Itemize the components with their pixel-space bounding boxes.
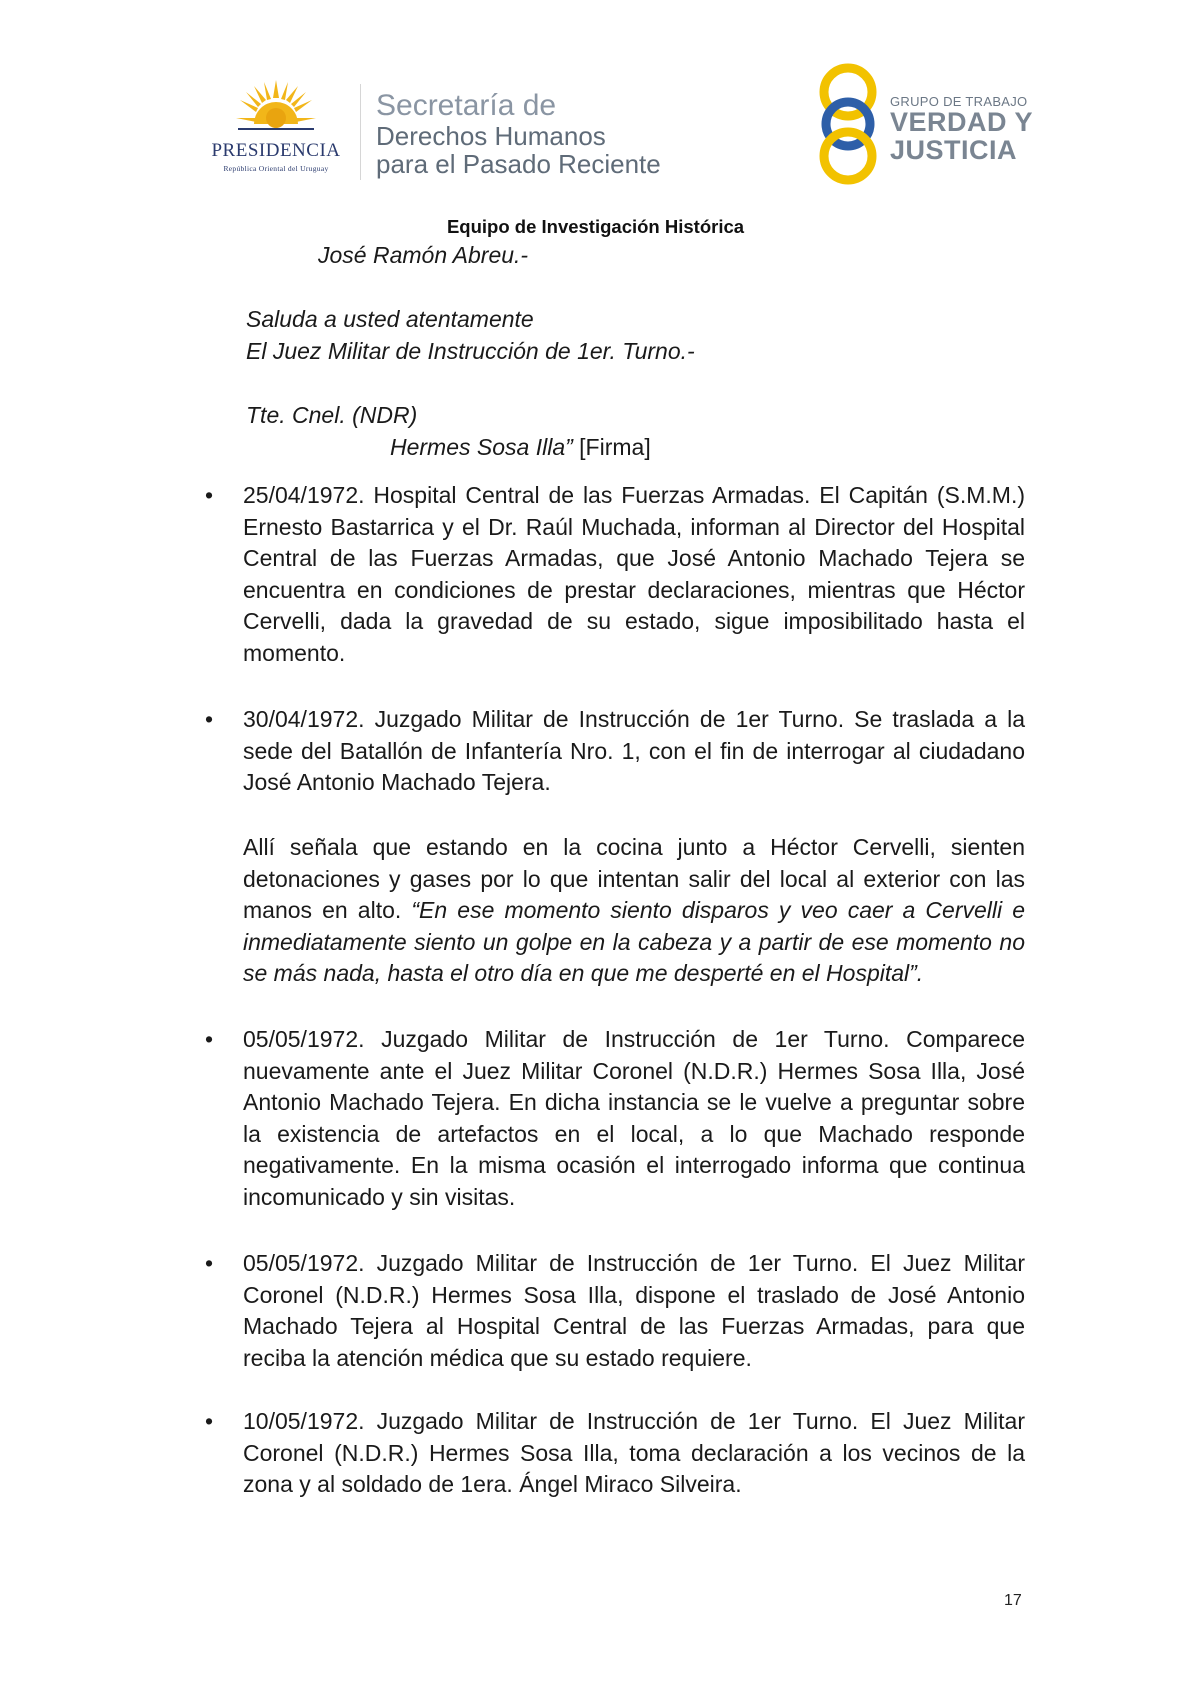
- secretaria-line-2: Derechos Humanos: [376, 121, 606, 151]
- signature-note: [Firma]: [572, 434, 651, 460]
- secretaria-line-3: para el Pasado Reciente: [376, 149, 661, 179]
- letter-rank: Tte. Cnel. (NDR): [246, 402, 418, 428]
- gtvj-line-1: GRUPO DE TRABAJO: [890, 94, 1028, 109]
- bullet-icon: •: [205, 1026, 214, 1052]
- team-heading: Equipo de Investigación Histórica: [446, 216, 745, 237]
- gtvj-line-3: JUSTICIA: [890, 135, 1018, 165]
- bullet-icon: •: [205, 1250, 214, 1276]
- letter-signer: Hermes Sosa Illa”: [390, 434, 573, 460]
- letter-closing-1: Saluda a usted atentamente: [246, 306, 534, 332]
- bullet-icon: •: [205, 482, 214, 508]
- followup-quote: “En ese momento siento disparos y veo caer a Cervelli e inmediatamente siento un golpe en la cabeza y a partir de ese momento no se más nada, hasta el otro día en que me desperté en el Hospital”.: [243, 897, 1025, 986]
- presidencia-wordmark: PRESIDENCIA: [211, 140, 341, 161]
- bullet-icon: •: [205, 1408, 214, 1434]
- entry-text: 30/04/1972. Juzgado Militar de Instrucción de 1er Turno. Se traslada a la sede del Batallón de Infantería Nro. 1, con el fin de interrogar al ciudadano José Antonio Machado Tejera.: [243, 706, 1025, 795]
- presidencia-logo: [196, 78, 356, 178]
- bullet-icon: •: [205, 706, 214, 732]
- list-item: [205, 1248, 1025, 1378]
- letter-signature: [390, 432, 651, 464]
- letter-closing-2: El Juez Militar de Instrucción de 1er. Turno.-: [246, 338, 695, 364]
- header-divider: [360, 84, 361, 180]
- gtvj-line-2: VERDAD Y: [890, 107, 1034, 137]
- page-number: 17: [1004, 1592, 1022, 1609]
- secretaria-logo: [376, 90, 716, 178]
- entry-text: 25/04/1972. Hospital Central de las Fuerzas Armadas. El Capitán (S.M.M.) Ernesto Bastarrica y el Dr. Raúl Muchada, informan al Director del Hospital Central de las Fuerzas Armadas, que José Antonio Machado Tejera se encuentra en condiciones de prestar declaraciones, mientras que Héctor Cervelli, dada la gravedad de su estado, sigue imposibilitado hasta el momento.: [243, 482, 1025, 666]
- list-item: [205, 480, 1025, 666]
- list-item: [205, 1024, 1025, 1214]
- linked-rings-icon: [812, 60, 884, 188]
- verdad-justicia-logo: [812, 60, 1032, 188]
- entry-text: 05/05/1972. Juzgado Militar de Instrucción de 1er Turno. Comparece nuevamente ante el Juez Militar Coronel (N.D.R.) Hermes Sosa Illa, José Antonio Machado Tejera. En dicha instancia se le vuelve a preguntar sobre la existencia de artefactos en el local, a lo que Machado responde negativamente. En la misma ocasión el interrogado informa que continua incomunicado y sin visitas.: [243, 1026, 1025, 1210]
- list-item: [205, 1406, 1025, 1506]
- entry-text: 05/05/1972. Juzgado Militar de Instrucción de 1er Turno. El Juez Militar Coronel (N.D.R.) Hermes Sosa Illa, dispone el traslado de José Antonio Machado Tejera al Hospital Central de las Fuerzas Armadas, para que reciba la atención médica que su estado requiere.: [243, 1250, 1025, 1371]
- entry-text: 10/05/1972. Juzgado Militar de Instrucción de 1er Turno. El Juez Militar Coronel (N.D.R.) Hermes Sosa Illa, toma declaración a los vecinos de la zona y al soldado de 1era. Ángel Miraco Silveira.: [243, 1408, 1025, 1497]
- entry-followup: [243, 832, 1025, 990]
- list-item: [205, 704, 1025, 994]
- followup-plain: Allí señala que estando en la cocina junto a Héctor Cervelli, sienten detonaciones y gases por lo que intentan salir del local al exterior con las manos en alto.: [243, 834, 1025, 923]
- sun-emblem-icon: [234, 78, 318, 136]
- presidencia-subtitle: República Oriental del Uruguay: [223, 164, 329, 173]
- secretaria-line-1: Secretaría de: [376, 89, 557, 122]
- letter-name-line: José Ramón Abreu.-: [318, 242, 529, 268]
